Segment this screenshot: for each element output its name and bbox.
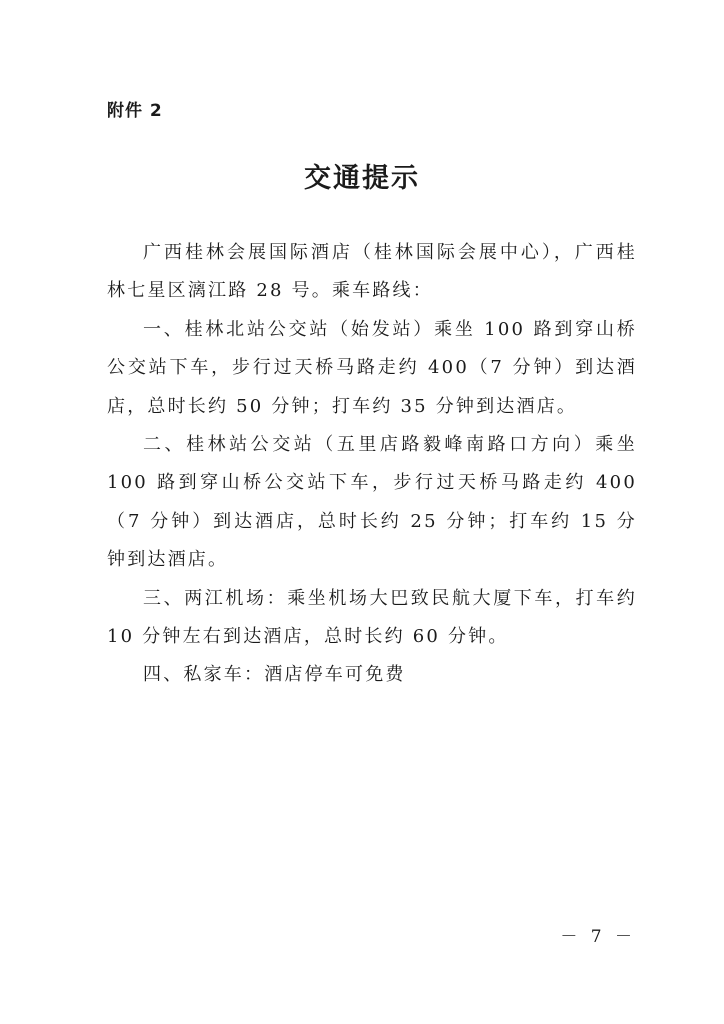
attachment-label: 附件 2 <box>107 101 163 121</box>
page-number: － 7 － <box>560 927 636 947</box>
paragraph-route-north-station: 一、桂林北站公交站（始发站）乘坐 100 路到穿山桥公交站下车，步行过天桥马路走约 400（7 分钟）到达酒店，总时长约 50 分钟；打车约 35 分钟到达酒店。 <box>107 318 637 417</box>
paragraph-route-guilin-station: 二、桂林站公交站（五里店路毅峰南路口方向）乘坐 100 路到穿山桥公交站下车，步行过天桥马路走约 400（7 分钟）到达酒店，总时长约 25 分钟；打车约 15 分钟到达酒店。 <box>107 434 637 571</box>
document-body <box>107 234 637 695</box>
paragraph-route-airport: 三、两江机场：乘坐机场大巴致民航大厦下车，打车约 10 分钟左右到达酒店，总时长约 60 分钟。 <box>107 587 637 648</box>
paragraph-private-car: 四、私家车：酒店停车可免费 <box>143 664 406 686</box>
page-title: 交通提示 <box>304 163 420 194</box>
paragraph-address: 广西桂林会展国际酒店（桂林国际会展中心），广西桂林七星区漓江路 28 号。乘车路线： <box>107 242 637 302</box>
